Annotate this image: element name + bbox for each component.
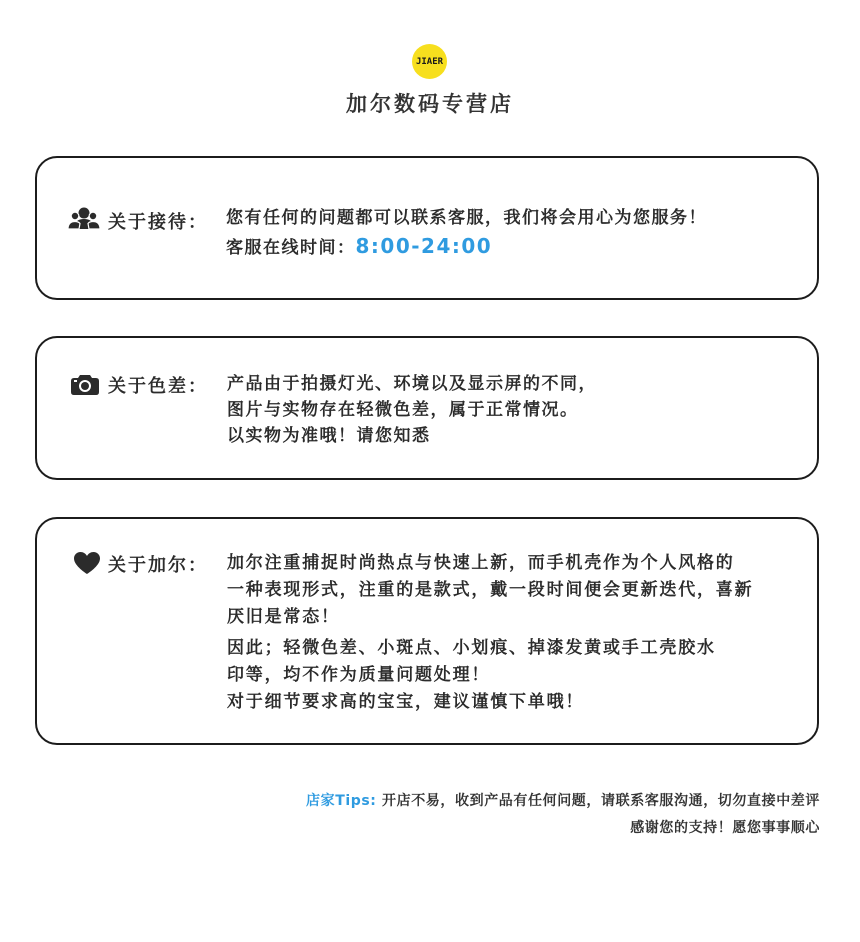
service-hours-line [226, 232, 707, 262]
color-difference-line: 图片与实物存在轻微色差，属于正常情况。 [227, 400, 579, 420]
heart-icon [74, 552, 100, 574]
reception-line: 您有任何的问题都可以联系客服，我们将会用心为您服务！ [226, 208, 707, 228]
color-difference-label: 关于色差： [108, 376, 208, 397]
color-difference-line: 以实物为准哦！请您知悉 [227, 426, 431, 446]
about-line: 一种表现形式，注重的是款式，戴一段时间便会更新迭代，喜新 [227, 580, 754, 600]
color-difference-card [35, 336, 819, 480]
color-difference-line: 产品由于拍摄灯光、环境以及显示屏的不同， [227, 374, 597, 394]
about-label: 关于加尔： [108, 555, 208, 576]
about-line: 因此；轻微色差、小斑点、小划痕、掉漆发黄或手工壳胶水 [227, 638, 716, 658]
about-line: 厌旧是常态！ [227, 607, 340, 627]
camera-icon [71, 373, 99, 395]
tips-label: 店家Tips: [306, 793, 377, 809]
shop-title: 加尔数码专营店 [346, 92, 514, 116]
about-line: 加尔注重捕捉时尚热点与快速上新，而手机壳作为个人风格的 [227, 553, 735, 573]
tips-text: 开店不易，收到产品有任何问题，请联系客服沟通，切勿直接中差评 [382, 793, 820, 809]
reception-label: 关于接待： [108, 212, 208, 233]
color-difference-text [227, 371, 597, 449]
about-line: 印等，均不作为质量问题处理！ [227, 665, 491, 685]
tips-line: 感谢您的支持！愿您事事顺心 [630, 820, 820, 836]
about-line: 对于细节要求高的宝宝，建议谨慎下单哦！ [227, 692, 585, 712]
tips-line [306, 788, 820, 815]
about-card [35, 517, 819, 745]
reception-text [226, 204, 707, 262]
users-icon [68, 206, 100, 232]
brand-logo: JIAER [412, 44, 447, 79]
reception-card [35, 156, 819, 300]
service-hours-prefix: 客服在线时间： [226, 238, 356, 258]
service-hours-value: 8:00-24:00 [355, 234, 493, 258]
store-tips [306, 788, 820, 842]
about-text [227, 550, 753, 716]
